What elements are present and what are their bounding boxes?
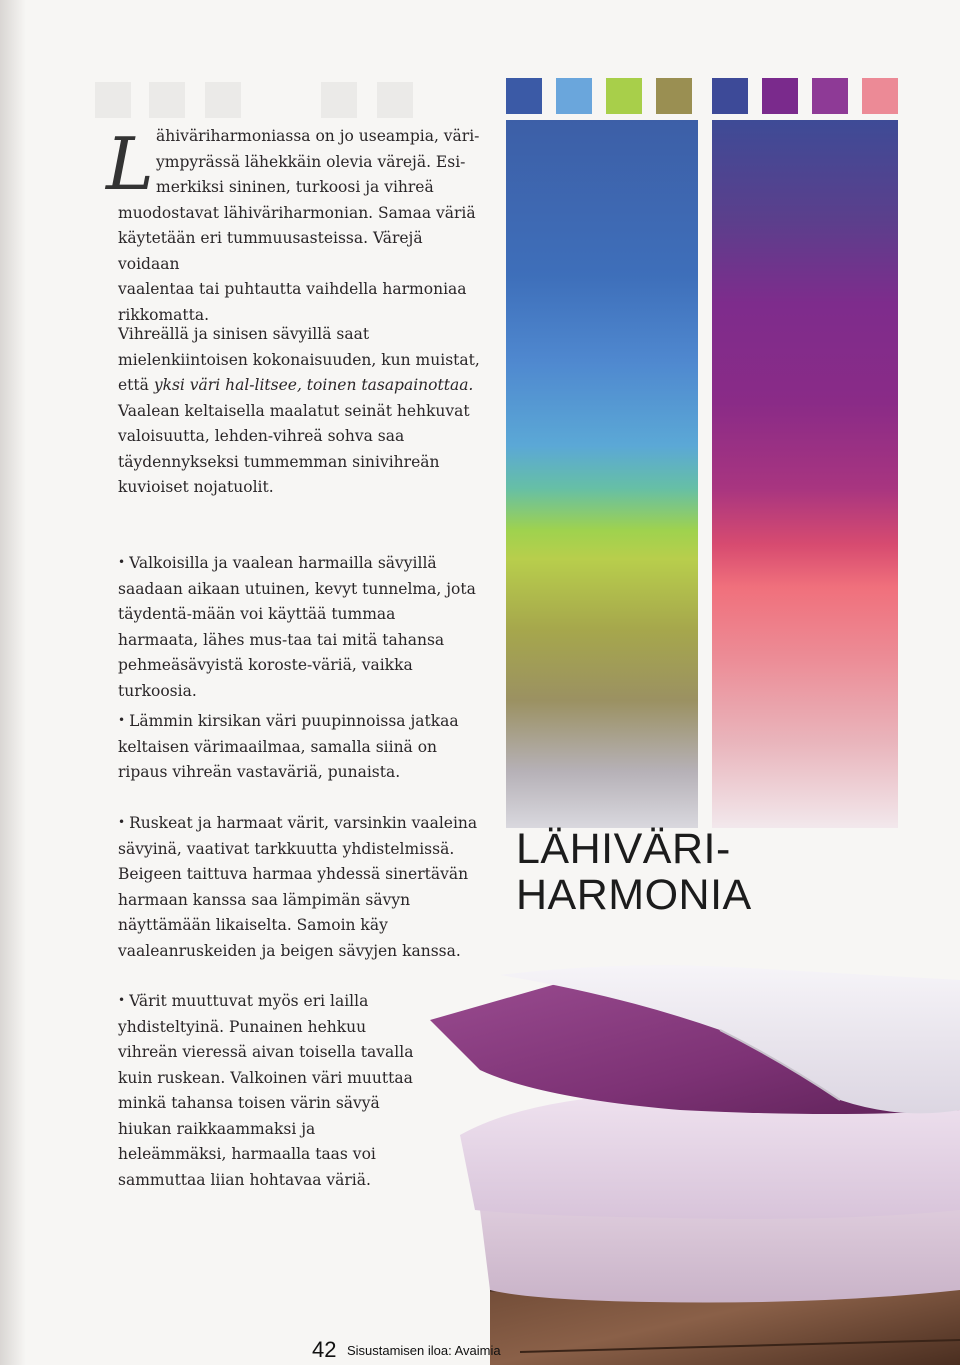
intro-paragraph [118, 124, 480, 328]
intro-line: rikkomatta. [118, 305, 210, 324]
color-swatch [762, 78, 798, 114]
intro-line: käytetään eri tummuusasteissa. Värejä voidaan [118, 229, 423, 273]
bullet-text: Lämmin kirsikan väri puupinnoissa jatkaa keltaisen värimaailmaa, samalla siinä on ripaus vihreän vastaväriä, punaista. [118, 712, 459, 781]
intro-line: merkiksi sininen, turkoosi ja vihreä [156, 178, 434, 196]
color-swatch [556, 78, 592, 114]
bullet-icon: • [118, 555, 126, 569]
pillow-stack-photo [420, 960, 960, 1365]
bullet-paragraph [118, 810, 480, 964]
bullet-icon: • [118, 713, 126, 727]
intro-line: muodostavat lähiväriharmonian. Samaa väriä [118, 203, 476, 222]
bullet-text: Ruskeat ja harmaat värit, varsinkin vaaleina sävyinä, vaativat tarkkuutta yhdistelmissä. Beigeen taittuva harmaa yhdessä sinertävän harmaan kanssa saa lämpimän sävyn näyttämään likaiselta. Samoin käy vaaleanruskeiden ja beigen sävyjen kanssa. [118, 814, 478, 960]
bullet-text: Valkoisilla ja vaalean harmailla sävyillä saadaan aikaan utuinen, kevyt tunnelma, jota täydentä-mään voi käyttää tummaa harmaata, lähes mus-taa tai mitä tahansa pehmeäsävyistä koroste-väriä, vaikka turkoosia. [118, 554, 476, 700]
color-swatch [606, 78, 642, 114]
bullet-icon: • [118, 993, 126, 1007]
intro-line: vaalentaa tai puhtautta vaihdella harmoniaa [118, 280, 467, 298]
body-paragraph [118, 322, 480, 501]
color-swatch [656, 78, 692, 114]
blue-green-gradient-bar [506, 120, 698, 828]
bullet-paragraph [118, 708, 480, 786]
color-swatch [712, 78, 748, 114]
bullet-icon: • [118, 815, 126, 829]
drop-cap: L [106, 122, 154, 206]
bullet-text: Värit muuttuvat myös eri lailla yhdisteltyinä. Punainen hehkuu vihreän vieressä aivan toisella tavalla kuin ruskean. Valkoinen väri muuttaa minkä tahansa toisen värin sävyä hiukan raikkaammaksi ja heleämmäksi, harmaalla taas voi sammuttaa liian hohtavaa väriä. [118, 992, 414, 1189]
body-text: Vaalean keltaisella maalatut seinät hehkuvat valoisuutta, lehden-vihreä sohva saa täydennykseksi tummemman sinivihreän kuvioiset nojatuolit. [118, 401, 470, 496]
bullet-paragraph [118, 550, 480, 704]
running-footer-text: Sisustamisen iloa: Avaimia [346, 1343, 501, 1358]
headline-line: LÄHIVÄRI- [516, 825, 731, 873]
body-italic-text: yksi väri hal-litsee, toinen tasapainottaa. [153, 376, 474, 394]
headline-line: HARMONIA [516, 871, 752, 919]
show-through-squares [95, 82, 435, 122]
color-swatch [862, 78, 898, 114]
page-number: 42 [312, 1337, 337, 1362]
intro-line: ympyrässä lähekkäin olevia värejä. Esi- [156, 152, 466, 171]
color-swatch [812, 78, 848, 114]
page-footer [312, 1337, 501, 1361]
bullet-paragraph [118, 988, 418, 1193]
intro-line: ähiväriharmoniassa on jo useampia, väri- [156, 127, 480, 145]
headline [516, 826, 796, 918]
body-text: Vihreällä ja sinisen sävyillä saat mielenkiintoisen kokonaisuuden, kun muistat, että [118, 325, 480, 394]
color-swatch [506, 78, 542, 114]
purple-pink-gradient-bar [712, 120, 898, 828]
page-gutter-shadow [0, 0, 26, 1365]
color-swatch-row [506, 78, 900, 114]
